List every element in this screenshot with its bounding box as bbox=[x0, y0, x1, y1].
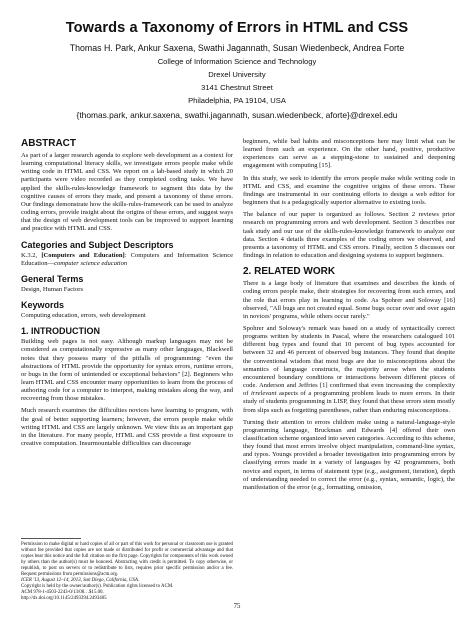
copyright-doi: http://dx.doi.org/10.1145/2493394.2493405 bbox=[21, 596, 107, 601]
irrelevant-italic: irrelevant bbox=[250, 390, 277, 398]
affiliation-university: Drexel University bbox=[208, 70, 266, 79]
related-work-paragraph-2b: aspects of a programming problem leads to more errors. In their study of students programming in LISP, they found that these errors stem mostly from slips such as forgetting parentheses, rather than enduring misconceptions. bbox=[243, 390, 456, 414]
affiliation-college: College of Information Science and Technology bbox=[157, 57, 317, 66]
categories-rest: : Computers and Information Science Education— bbox=[21, 251, 234, 267]
introduction-paragraph-1: Building web pages is not easy. Although markup languages may not be considered as computationally expressive as many other languages, Blackwell notes that they possess many of the pitfalls of programming: "even the abstractions of HTML provide the opportunity for syntax errors, runtime errors, or bugs in the form of unintended or exceptional behaviors" [2]. Beginners who learn HTML and CSS encounter many opportunities to learn from the process of authoring code for a computer to interpret, making mistakes along the way, and recovering from those mistakes. bbox=[21, 338, 233, 403]
general-terms-text: Design, Human Factors bbox=[21, 285, 84, 293]
introduction-heading: 1. INTRODUCTION bbox=[21, 326, 101, 337]
copyright-notice bbox=[21, 542, 233, 602]
categories-heading: Categories and Subject Descriptors bbox=[21, 239, 174, 250]
copyright-venue: ICER '13, August 12–14, 2013, San Diego, California, USA. bbox=[21, 578, 140, 583]
abstract-text: As part of a larger research agenda to explore web development as a context for learning computational literacy skills, we investigate errors people make while writing code in HTML and CSS. We report on a lab-based study in which 20 participants were video recorded as they completed coding tasks. We have applied the skills-rules-knowledge framework to segment this data by the cognitive causes of errors they made, and present a taxonomy of these errors. Our findings demonstrate how the skills-rules-framework can be used to analyze coding errors, provide insight about the origins of these errors, and suggest ways that the design of web development tools can be improved to support learning and practice with HTML and CSS. bbox=[21, 152, 233, 233]
general-terms-heading: General Terms bbox=[21, 273, 84, 284]
introduction-paragraph-2: Much research examines the difficulties novices have learning to program, with the goal of better supporting learners; however, the errors people make while writing HTML and CSS are largely unknown. We view this as an important gap in the literature. For many people, HTML and CSS provide a first exposure to creative computation. Insurmountable difficulties can discourage bbox=[21, 407, 233, 448]
paper-organization-paragraph: The balance of our paper is organized as follows. Section 2 reviews prior research on programming errors and web development. Section 3 describes our task study and our use of the skills-rules-knowledge framework to analyze our data. Section 4 details three examples of the coding errors we observed, and presents a taxonomy of HTML and CSS errors. Finally, section 5 discusses our findings in relation to education and designing systems to support beginners. bbox=[243, 211, 455, 260]
categories-italic: computer science education bbox=[54, 259, 128, 267]
paper-title: Towards a Taxonomy of Errors in HTML and CSS bbox=[65, 20, 409, 36]
related-work-heading: 2. RELATED WORK bbox=[243, 266, 336, 278]
intro-continued-paragraph: beginners, while bad habits and misconceptions here may limit what can be learned from such an experience. On the other hand, positive, productive experiences can serve as a stepping-stone to sustained and deepening engagement with computing [15]. bbox=[243, 138, 455, 170]
study-goal-paragraph: In this study, we seek to identify the errors people make while writing code in HTML and CSS, and examine the cognitive origins of these errors. These findings are instrumental in our continuing efforts to design a web editor for beginners that is a pedagogically superior alternative to existing tools. bbox=[243, 174, 455, 207]
related-work-paragraph-3: Turning their attention to errors children make using a natural-language-style programming language, Bruckman and Edwards [4] offered their own classification scheme organized into seven categories. According to this scheme, they found that most errors involve object manipulation, command-line syntax, and typos. Youngs provided a broader investigation into programming errors by classifying errors made in a variety of languages by 42 programmers, both novice and expert, in terms of statement type (e.g., assignment, iteration), depth of understanding needed to correct the error (e.g., syntax, semantic, logic), the manifestation of the error (e.g., formatting, omission, bbox=[243, 418, 455, 491]
copyright-owner: Copyright is held by the owner/author(s). Publication rights licensed to ACM. bbox=[21, 584, 174, 589]
left-column bbox=[21, 138, 233, 448]
categories-bold: [Computers and Education] bbox=[41, 251, 125, 259]
categories-code: K.3.2, bbox=[21, 251, 42, 259]
affiliation-street: 3141 Chestnut Street bbox=[201, 83, 273, 92]
related-work-paragraph-2 bbox=[243, 325, 455, 415]
author-list: Thomas H. Park, Ankur Saxena, Swathi Jagannath, Susan Wiedenbeck, Andrea Forte bbox=[69, 43, 405, 53]
related-work-paragraph-1: There is a large body of literature that examines and describes the kinds of coding errors people make, their strategies for recovering from such errors, and the role that errors play in learning to code. As Spohrer and Soloway [16] observed, "All bugs are not created equal. Some bugs occur over and over again in novices' programs, while others occur rarely." bbox=[243, 280, 455, 320]
footnote-rule bbox=[21, 538, 81, 539]
categories-text bbox=[21, 252, 233, 268]
related-work-paragraph-2a: Spohrer and Soloway's remark was based on a study of syntactically correct programs written by students in Pascal, where the researchers catalogued 101 different bug types and found that 10 percent of bug types accounted for between 32 and 46 percent of observed bug instances. They found that despite the conventional wisdom that most bugs are due to misconceptions about the semantics of language constructs, the majority arose when the students encountered boundary conditions or interactions between different pieces of code. Anderson and Jeffries [1] confirmed that even increasing the complexity of bbox=[243, 324, 455, 398]
page-number: 75 bbox=[233, 603, 241, 610]
keywords-heading: Keywords bbox=[21, 300, 65, 311]
copyright-permission: Permission to make digital or hard copies of all or part of this work for personal or classroom use is granted without fee provided that copies are not made or distributed for profit or commercial advantage and that copies bear this notice and the full citation on the first page. Copyrights for components of this work owned by others than the author(s) must be honored. Abstracting with credit is permitted. To copy otherwise, or republish, to post on servers or to redistribute to lists, requires prior specific permission and/or a fee. Request permissions from permissions@acm.org. bbox=[21, 542, 233, 577]
affiliation-city: Philadelphia, PA 19104, USA bbox=[188, 96, 286, 105]
abstract-heading: ABSTRACT bbox=[21, 138, 76, 149]
author-emails: {thomas.park, ankur.saxena, swathi.jagannath, susan.wiedenbeck, aforte}@drexel.edu bbox=[76, 110, 398, 120]
copyright-isbn: ACM 978-1-4503-2243-0/13/08…$15.00. bbox=[21, 590, 104, 595]
right-column bbox=[243, 138, 455, 492]
keywords-text: Computing education, errors, web development bbox=[21, 312, 146, 320]
